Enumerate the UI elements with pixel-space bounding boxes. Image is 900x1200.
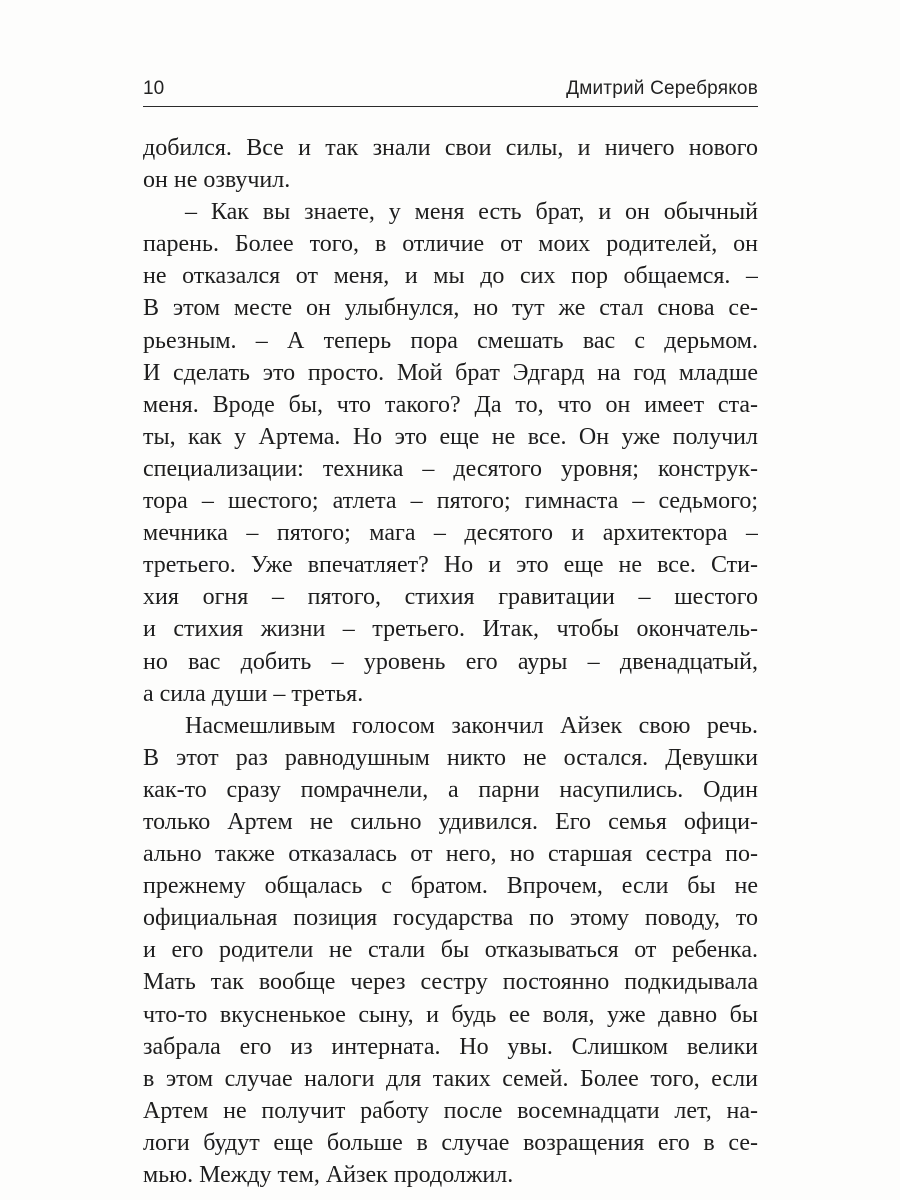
text-line: Насмешливым голосом закончил Айзек свою речь. bbox=[185, 712, 758, 739]
text-line: ально также отказалась от него, но старшая сестра по- bbox=[143, 841, 758, 868]
page-number: 10 bbox=[143, 78, 165, 99]
text-line: а сила души – третья. bbox=[143, 680, 364, 707]
text-line: меня. Вроде бы, что такого? Да то, что он имеет ста- bbox=[143, 391, 758, 418]
text-line: хия огня – пятого, стихия гравитации – шестого bbox=[143, 584, 758, 611]
body-text bbox=[143, 132, 758, 1191]
text-line: В этот раз равнодушным никто не остался. Девушки bbox=[143, 744, 758, 771]
running-header bbox=[143, 76, 758, 107]
text-line: мью. Между тем, Айзек продолжил. bbox=[143, 1162, 514, 1188]
text-line: парень. Более того, в отличие от моих родителей, он bbox=[143, 231, 758, 258]
text-line: официальная позиция государства по этому поводу, то bbox=[143, 905, 758, 932]
text-line: Артем не получит работу после восемнадцати лет, на- bbox=[143, 1097, 758, 1124]
text-line: что-то вкусненькое сыну, и будь ее воля, уже давно бы bbox=[143, 1001, 758, 1028]
text-line: только Артем не сильно удивился. Его семья офици- bbox=[143, 808, 758, 835]
text-line: – Как вы знаете, у меня есть брат, и он обычный bbox=[185, 199, 758, 226]
paragraph-2 bbox=[143, 196, 758, 710]
text-line: специализации: техника – десятого уровня; конструк- bbox=[143, 455, 758, 482]
text-line: но вас добить – уровень его ауры – двенадцатый, bbox=[143, 648, 758, 675]
text-line: тора – шестого; атлета – пятого; гимнаста – седьмого; bbox=[143, 488, 758, 515]
text-line: как-то сразу помрачнели, а парни насупились. Один bbox=[143, 776, 758, 803]
paragraph-1 bbox=[143, 132, 758, 196]
text-line: и его родители не стали бы отказываться от ребенка. bbox=[143, 937, 758, 964]
running-title-author: Дмитрий Серебряков bbox=[566, 78, 758, 99]
text-line: Мать так вообще через сестру постоянно подкидывала bbox=[143, 969, 758, 996]
text-line: третьего. Уже впечатляет? Но и это еще не все. Сти- bbox=[143, 552, 758, 579]
text-line: рьезным. – А теперь пора смешать вас с дерьмом. bbox=[143, 327, 758, 354]
text-line: И сделать это просто. Мой брат Эдгард на год младше bbox=[143, 359, 758, 386]
text-line: ты, как у Артема. Но это еще не все. Он уже получил bbox=[143, 423, 758, 450]
text-line: прежнему общалась с братом. Впрочем, если бы не bbox=[143, 873, 758, 900]
text-line: мечника – пятого; мага – десятого и архитектора – bbox=[143, 520, 758, 547]
text-line: и стихия жизни – третьего. Итак, чтобы окончатель- bbox=[143, 616, 758, 643]
text-line: в этом случае налоги для таких семей. Более того, если bbox=[143, 1065, 758, 1092]
paragraph-3 bbox=[143, 710, 758, 1191]
text-line: В этом месте он улыбнулся, но тут же стал снова се- bbox=[143, 295, 758, 322]
text-line: не отказался от меня, и мы до сих пор общаемся. – bbox=[143, 263, 758, 290]
text-line: логи будут еще больше в случае возращения его в се- bbox=[143, 1129, 758, 1156]
text-line: он не озвучил. bbox=[143, 167, 291, 194]
text-line: добился. Все и так знали свои силы, и ничего нового bbox=[143, 135, 758, 161]
text-line: забрала его из интерната. Но увы. Слишком велики bbox=[143, 1033, 758, 1060]
